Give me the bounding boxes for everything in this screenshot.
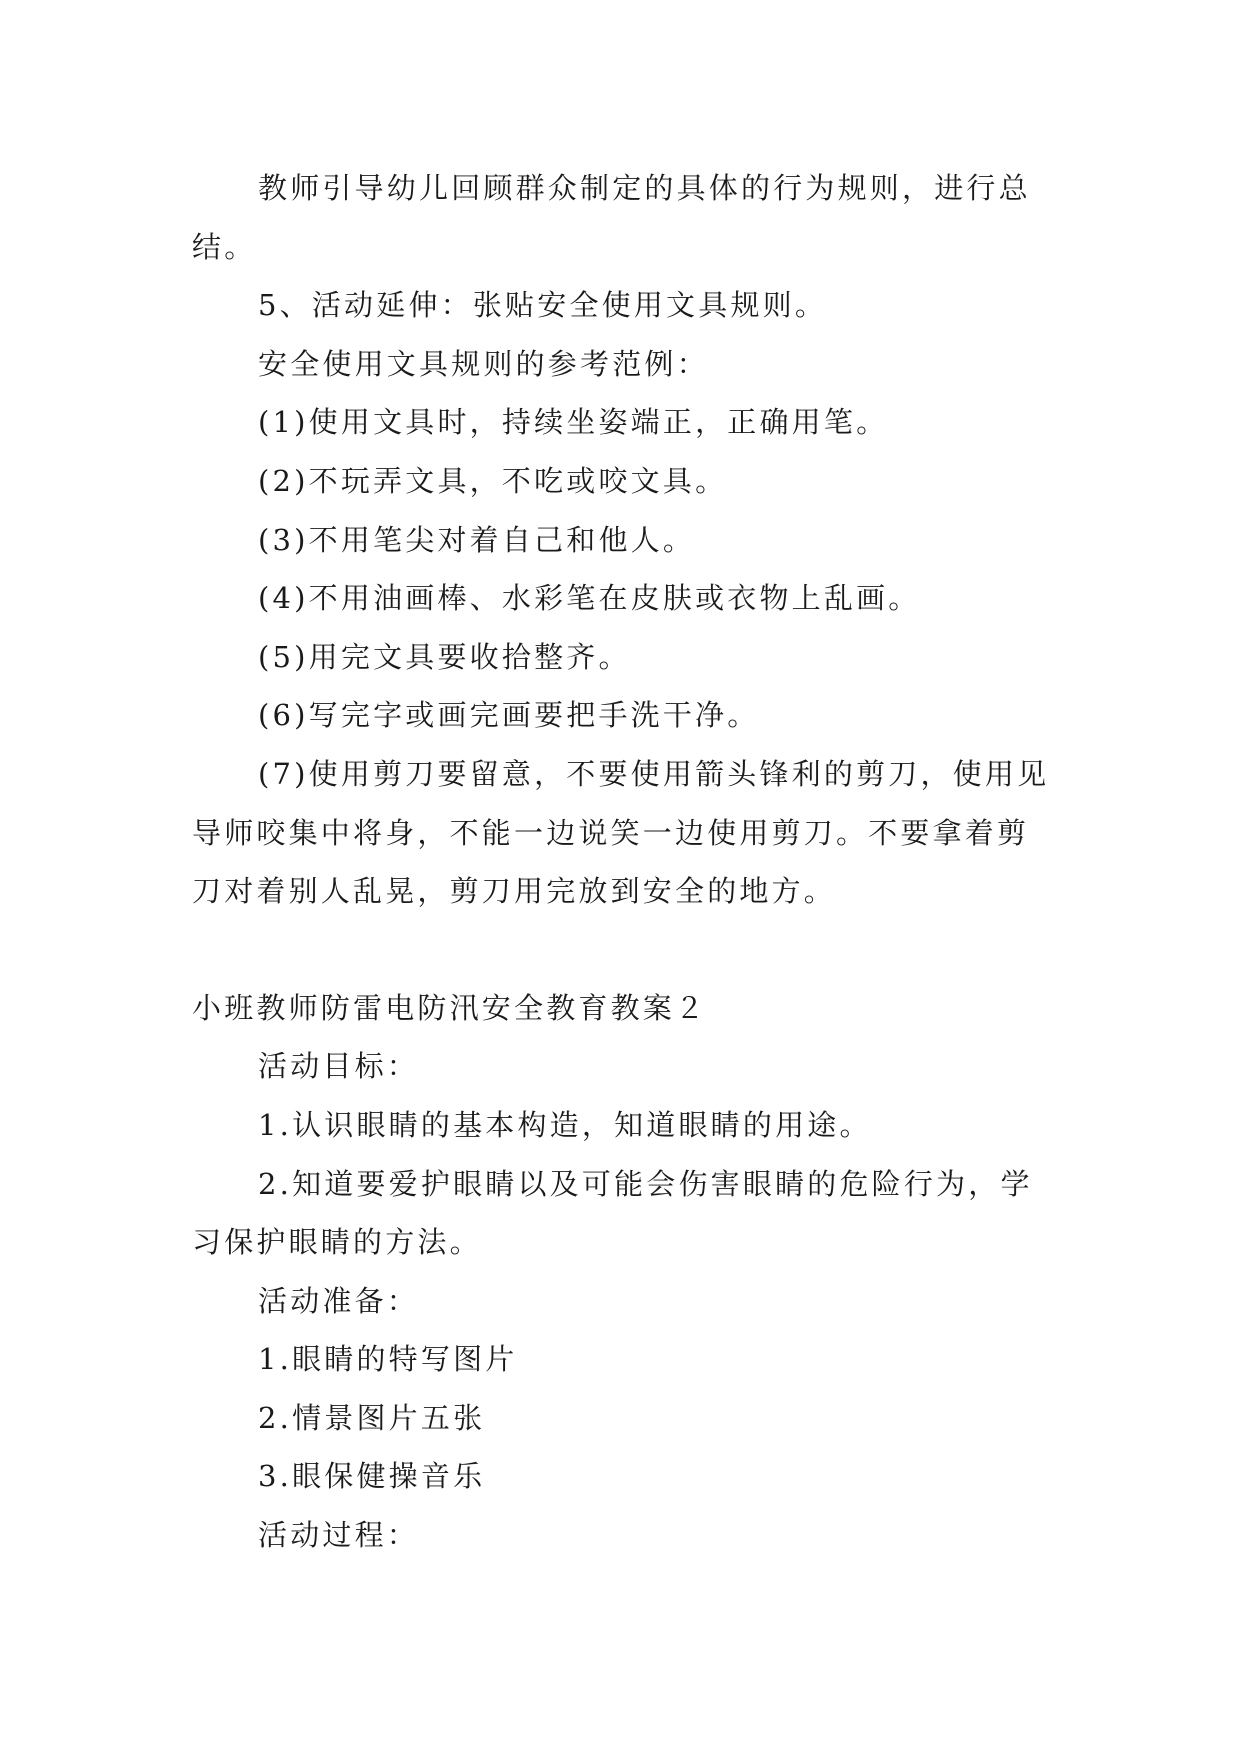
document-body bbox=[192, 159, 1054, 1565]
rule-item: (3)不用笔尖对着自己和他人。 bbox=[258, 522, 696, 557]
rule-item: (6)写完字或画完画要把手洗干净。 bbox=[258, 698, 760, 733]
section-title: 小班教师防雷电防汛安全教育教案２ bbox=[192, 990, 708, 1025]
paragraph-extension: 5、活动延伸：张贴安全使用文具规则。 bbox=[258, 288, 828, 323]
rule-item: (4)不用油画棒、水彩笔在皮肤或衣物上乱画。 bbox=[258, 581, 921, 616]
preparation-item: 3.眼保健操音乐 bbox=[258, 1459, 486, 1494]
heading-process: 活动过程： bbox=[258, 1518, 420, 1553]
goal-item: 1.认识眼睛的基本构造，知道眼睛的用途。 bbox=[258, 1107, 872, 1142]
rule-item: (2)不玩弄文具，不吃或咬文具。 bbox=[258, 463, 728, 498]
heading-preparation: 活动准备： bbox=[258, 1283, 420, 1318]
preparation-item: 1.眼睛的特写图片 bbox=[258, 1342, 518, 1377]
rule-item: (7)使用剪刀要留意，不要使用箭头锋利的剪刀，使用见导师咬集中将身，不能一边说笑一边使用剪刀。不要拿着剪刀对着别人乱晃，剪刀用完放到安全的地方。 bbox=[192, 756, 1050, 909]
heading-goals: 活动目标： bbox=[258, 1049, 420, 1084]
preparation-item: 2.情景图片五张 bbox=[258, 1400, 486, 1435]
rule-item: (1)使用文具时，持续坐姿端正，正确用笔。 bbox=[258, 405, 889, 440]
paragraph-summary: 教师引导幼儿回顾群众制定的具体的行为规则，进行总结。 bbox=[192, 171, 1031, 264]
paragraph-rules-intro: 安全使用文具规则的参考范例： bbox=[258, 346, 709, 381]
section-spacer bbox=[192, 921, 1054, 979]
goal-item: 2.知道要爱护眼睛以及可能会伤害眼睛的危险行为，学习保护眼睛的方法。 bbox=[192, 1166, 1033, 1260]
rule-item: (5)用完文具要收拾整齐。 bbox=[258, 639, 631, 674]
